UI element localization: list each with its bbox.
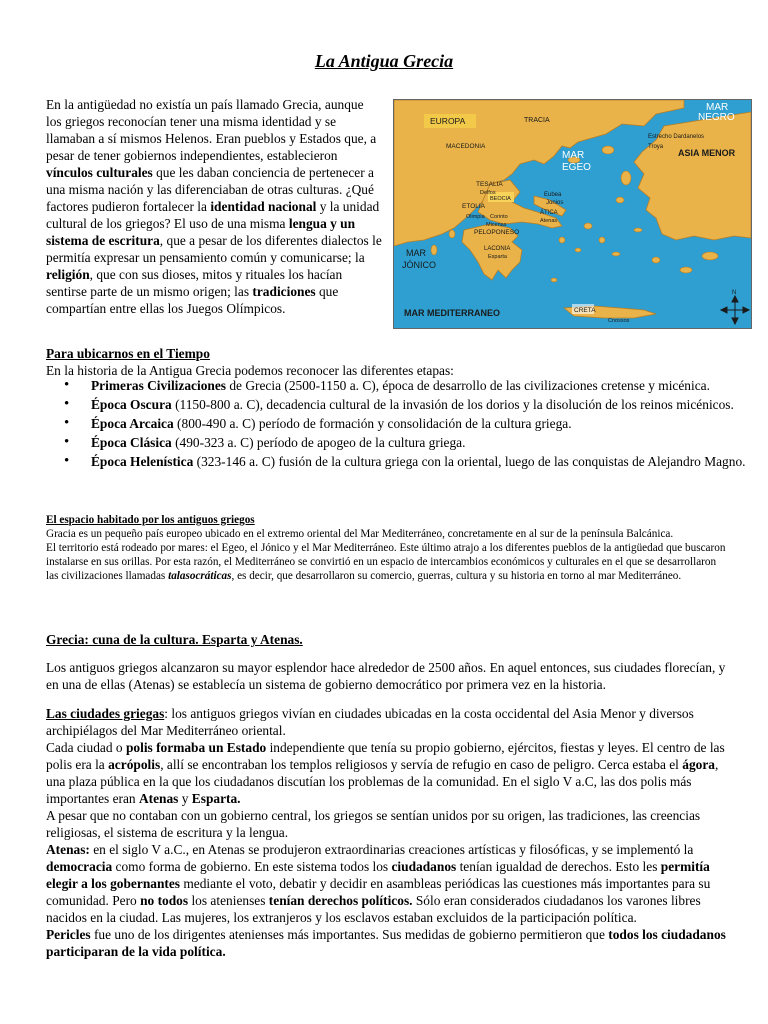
list-item bbox=[91, 396, 768, 413]
section-heading-tiempo: Para ubicarnos en el Tiempo bbox=[46, 346, 210, 361]
map-label-delfos: Delfos bbox=[480, 190, 496, 196]
map-label-cnossos: Cnossos bbox=[608, 318, 630, 324]
ciudades-bold: ágora bbox=[682, 757, 715, 772]
espacio-paragraph-1: Gracia es un pequeño país europeo ubicado en el extremo oriental del Mar Mediterráneo, concretamente en al sur de la península Balcánica. bbox=[46, 528, 674, 540]
cuna-paragraph: Los antiguos griegos alcanzaron su mayor esplendor hace alrededor de 2500 años. En aquel entonces, sus ciudades florecían, y en una de ellas (Atenas) se establecía un sistema de gobierno democrático por primera vez en la historia. bbox=[46, 660, 726, 692]
ciudades-paragraph-2 bbox=[46, 739, 726, 807]
ciudades-bold: tenían derechos políticos. bbox=[268, 893, 413, 908]
section-heading-cuna: Grecia: cuna de la cultura. Esparta y Atenas. bbox=[46, 632, 303, 647]
ciudades-bold: no todos bbox=[140, 893, 189, 908]
map-label-tesalia: TESALIA bbox=[476, 181, 503, 188]
map-label-mar-negro-2: NEGRO bbox=[698, 112, 735, 123]
intro-bold: identidad nacional bbox=[210, 199, 317, 214]
ciudades-section bbox=[46, 705, 726, 960]
map-label-macedonia: MACEDONIA bbox=[446, 143, 486, 150]
intro-text: que les daban conciencia de pertenecer a una misma nación y las diferenciaban de otras culturas. ¿Qué factores pudieron fortalecer la bbox=[46, 165, 374, 214]
map-label-atica: ÁTICA bbox=[540, 210, 558, 216]
greece-map bbox=[393, 99, 752, 329]
intro-text: , que a pesar de los diferentes dialectos le permitía expresar un pensamiento común y comunicarse; la bbox=[46, 233, 382, 265]
espacio-paragraph-2 bbox=[46, 541, 726, 583]
ciudades-text: Sólo eran considerados ciudadanos los varones libres nacidos en la ciudad. Las mujeres, los extranjeros y los esclavos estaban excluidos de la participación política. bbox=[46, 893, 701, 925]
list-item bbox=[91, 415, 768, 432]
etapa-text: (800-490 a. C) período de formación y consolidación de la cultura griega. bbox=[173, 416, 572, 431]
map-label-corinto: Corinto bbox=[490, 214, 508, 220]
ciudades-bold: Pericles bbox=[46, 927, 91, 942]
list-item bbox=[91, 453, 768, 470]
compass-north-label: N bbox=[732, 290, 737, 296]
ciudades-text: , allí se encontraban los templos religiosos y servía de refugio en caso de peligro. Cerca estaba el bbox=[160, 757, 683, 772]
greece-map-svg bbox=[394, 100, 751, 328]
map-label-mar-mediterraneo: MAR MEDITERRANEO bbox=[404, 308, 500, 318]
map-label-olimpia: Olimpia bbox=[466, 214, 485, 220]
ciudades-text: , una plaza pública en la que los ciudadanos discutían los problemas de la comunidad. En el siglo V a.C, las dos polis más importantes eran bbox=[46, 757, 719, 806]
ciudades-text: independiente que tenía su propio gobierno, ejércitos, fiestas y leyes. El centro de las polis era la bbox=[46, 740, 725, 772]
map-label-peloponeso: PELOPONESO bbox=[474, 229, 520, 236]
map-label-troya: Troya bbox=[648, 144, 664, 150]
map-label-mar-negro-1: MAR bbox=[706, 102, 729, 113]
intro-text: y la unidad cultural de los griegos? El uso de una misma bbox=[46, 199, 380, 231]
map-label-beocia: BEOCIA bbox=[490, 196, 511, 202]
ciudades-bold: permitía elegir a los gobernantes bbox=[46, 859, 710, 891]
etapas-intro: En la historia de la Antigua Grecia podemos reconocer las diferentes etapas: bbox=[46, 363, 454, 378]
etapa-text: (1150-800 a. C), decadencia cultural de la invasión de los dorios y la disolución de los reinos micénicos. bbox=[171, 397, 734, 412]
ciudades-bold: democracia bbox=[46, 859, 113, 874]
map-label-mar-egeo-1: MAR bbox=[562, 150, 585, 161]
espacio-text: , es decir, que desarrollaron su comercio, guerras, cultura y su historia en torno al mar Mediterráneo. bbox=[231, 570, 682, 582]
ciudades-paragraph-5 bbox=[46, 926, 726, 960]
ciudades-text: mediante el voto, debatir y decidir en asambleas periódicas las cuestiones más importantes para su comunidad. Pero bbox=[46, 876, 711, 908]
intro-bold: lengua y un sistema de escritura bbox=[46, 216, 356, 248]
map-label-micenas: Micenas bbox=[486, 222, 507, 228]
ciudades-text: fue uno de los dirigentes atenienses más importantes. Sus medidas de gobierno permitieron que bbox=[90, 927, 609, 942]
intro-text: En la antigüedad no existía un país llamado Grecia, aunque los griegos reconocían tener una misma identidad y se llamaban a sí mismos Helenos. Eran pueblos y Estados que, a pesar de tener gobiernos independientes, establecieron bbox=[46, 97, 377, 163]
ciudades-text: y bbox=[178, 791, 192, 806]
ciudades-bold: polis formaba un Estado bbox=[125, 740, 267, 755]
map-label-laconia: LACONIA bbox=[484, 246, 511, 252]
etapa-name: Época Clásica bbox=[91, 435, 172, 450]
page-title: La Antigua Grecia bbox=[314, 51, 454, 71]
map-label-tracia: TRACIA bbox=[524, 117, 550, 124]
etapa-name: Época Helenística bbox=[91, 454, 194, 469]
ciudades-text: en el siglo V a.C., en Atenas se produjeron extraordinarias creaciones artísticas y filosóficas, y se implementó la bbox=[89, 842, 694, 857]
intro-bold: tradiciones bbox=[252, 284, 316, 299]
ciudades-bold: Atenas: bbox=[46, 842, 90, 857]
ciudades-text: los atenienses bbox=[188, 893, 269, 908]
ciudades-bold: Atenas bbox=[138, 791, 179, 806]
ciudades-paragraph-3: A pesar que no contaban con un gobierno central, los griegos se sentían unidos por su origen, las tradiciones, las creencias religiosas, el sistema de escritura y la lengua. bbox=[46, 808, 701, 840]
map-label-estrecho: Estrecho Dardanelos bbox=[648, 134, 705, 140]
espacio-emphasis: talasocráticas bbox=[168, 570, 232, 582]
map-label-creta: CRETA bbox=[574, 307, 596, 314]
section-heading-ciudades: Las ciudades griegas bbox=[46, 706, 165, 721]
ciudades-paragraph-4 bbox=[46, 841, 726, 926]
ciudades-bold: todos los ciudadanos participaran de la vida política. bbox=[46, 927, 726, 959]
etapa-name: Primeras Civilizaciones bbox=[91, 378, 226, 393]
ciudades-text: como forma de gobierno. En este sistema todos los bbox=[112, 859, 392, 874]
intro-bold: religión bbox=[46, 267, 90, 282]
intro-text: , que con sus dioses, mitos y rituales los hacían sentirse parte de un mismo origen; las bbox=[46, 267, 343, 299]
ciudades-bold: acrópolis bbox=[108, 757, 161, 772]
etapa-text: (490-323 a. C) período de apogeo de la cultura griega. bbox=[171, 435, 466, 450]
intro-bold: vínculos culturales bbox=[46, 165, 153, 180]
map-label-jonios: Jonios bbox=[546, 200, 564, 206]
map-label-eubea: Eubea bbox=[544, 192, 562, 198]
map-label-mar-jonico-2: JÓNICO bbox=[402, 260, 437, 270]
intro-text: que compartían entre ellas los Juegos Olímpicos. bbox=[46, 284, 339, 316]
ciudades-paragraph-1 bbox=[46, 705, 726, 739]
ciudades-text: : los antiguos griegos vivían en ciudades ubicadas en la costa occidental del Asia Menor y diversos archipiélagos del Mar Mediterráneo oriental. bbox=[46, 706, 694, 738]
map-label-esparta: Esparta bbox=[488, 254, 507, 260]
map-label-mar-egeo-2: EGEO bbox=[562, 162, 591, 173]
map-label-mar-jonico-1: MAR bbox=[406, 248, 426, 258]
ciudades-bold: Esparta. bbox=[191, 791, 241, 806]
espacio-section bbox=[46, 513, 726, 583]
map-label-atenas: Atenas bbox=[540, 218, 558, 224]
espacio-text: El territorio está rodeado por mares: el Egeo, el Jónico y el Mar Mediterráneo. Este último atrajo a los diferentes pueblos de la antigüedad que buscaron instalarse en sus orillas. Por esta razón, el Mediterráneo se convirtió en un espacio de intercambios económicos y culturales en el que se desarrollaron las civilizaciones llamadas bbox=[46, 542, 726, 582]
etapas-list bbox=[46, 377, 768, 472]
map-label-asia-menor: ASIA MENOR bbox=[678, 148, 736, 158]
etapa-text: de Grecia (2500-1150 a. C), época de desarrollo de las civilizaciones cretense y micénica. bbox=[226, 378, 710, 393]
list-item bbox=[91, 434, 768, 451]
ciudades-bold: ciudadanos bbox=[391, 859, 457, 874]
intro-paragraph bbox=[46, 96, 382, 317]
ciudades-text: Cada ciudad o bbox=[46, 740, 126, 755]
section-heading-espacio: El espacio habitado por los antiguos griegos bbox=[46, 514, 255, 526]
etapa-name: Época Arcaica bbox=[91, 416, 174, 431]
ciudades-text: tenían igualdad de derechos. Esto les bbox=[456, 859, 661, 874]
etapa-name: Época Oscura bbox=[91, 397, 172, 412]
map-label-etolia: ETOLIA bbox=[462, 203, 486, 210]
list-item bbox=[91, 377, 768, 394]
map-label-europa: EUROPA bbox=[430, 116, 466, 126]
etapa-text: (323-146 a. C) fusión de la cultura griega con la oriental, luego de las conquistas de Alejandro Magno. bbox=[193, 454, 746, 469]
